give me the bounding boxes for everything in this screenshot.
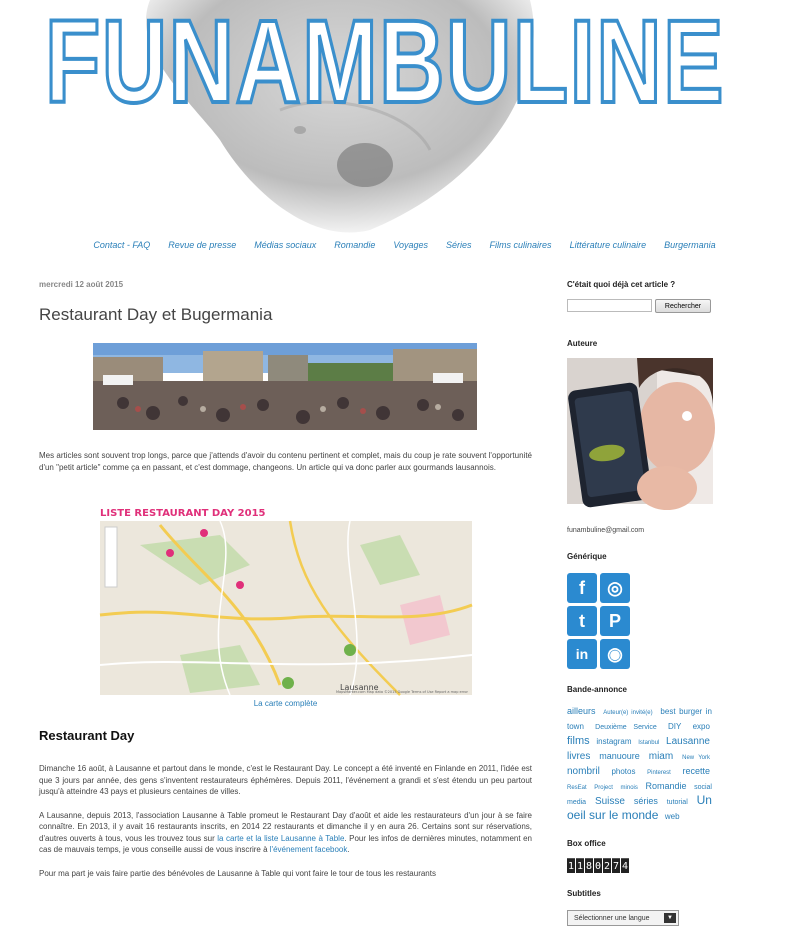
map-heading: LISTE RESTAURANT DAY 2015 [100,508,266,519]
chevron-down-icon: ▼ [664,913,676,923]
tag-link[interactable]: films [567,735,590,747]
nav-item-6[interactable]: Films culinaires [489,240,552,250]
counter-digit: 0 [594,858,602,873]
tag-link[interactable]: Deuxième Service [595,724,657,731]
twitter-icon[interactable]: t [567,606,597,636]
section-title: Restaurant Day [39,728,135,743]
tag-link[interactable]: Project [594,785,613,791]
post-paragraph-3 [39,810,532,856]
tag-link[interactable]: miam [648,751,674,762]
site-header [0,0,809,238]
tag-link[interactable]: DIY [668,722,682,731]
nav-item-7[interactable]: Littérature culinaire [569,240,647,250]
tag-link[interactable]: nombril [567,766,600,777]
counter-digit: 4 [621,858,629,873]
site-title-text: FUNAMBULINE [45,0,725,128]
tag-link[interactable]: recette [682,766,710,776]
counter-widget-title: Box office [567,839,606,848]
main-nav [0,240,809,260]
counter-digit: 7 [612,858,620,873]
tag-link[interactable]: best burger in town [567,707,712,731]
map-caption-link[interactable]: La carte complète [253,699,318,708]
tag-link[interactable]: tutorial [666,799,688,806]
linkedin-icon[interactable]: in [567,639,597,669]
tag-link[interactable]: Istanbul [638,740,660,746]
nav-item-4[interactable]: Voyages [393,240,429,250]
counter-digit: 1 [567,858,575,873]
post-title[interactable]: Restaurant Day et Bugermania [39,305,273,324]
tag-link[interactable]: social media [567,784,712,806]
nav-item-2[interactable]: Médias sociaux [254,240,317,250]
counter-digit: 2 [603,858,611,873]
tag-link[interactable]: ResEat [567,785,587,791]
para3-text-b: . Pour les infos de dernières minutes, notamment en cas de mauvais temps, je vous conseille aussi de vous inscrire à [39,833,532,854]
site-title-logo[interactable] [40,0,730,128]
post-date: mercredi 12 août 2015 [39,280,124,289]
facebook-event-link[interactable]: l'événement facebook [269,845,348,854]
pinterest-icon[interactable]: P [600,606,630,636]
rss-icon[interactable]: ◉ [600,639,630,669]
social-widget-title: Générique [567,552,607,561]
tag-link[interactable]: Auteur(e) invité(e) [603,710,653,716]
search-input[interactable] [567,299,652,312]
tag-link[interactable]: Suisse [594,796,625,807]
tag-link[interactable]: ailleurs [567,706,596,716]
language-widget-title: Subtitles [567,889,601,898]
restaurant-map[interactable] [100,505,472,695]
nav-item-0[interactable]: Contact - FAQ [93,240,151,250]
author-widget-title: Auteure [567,339,598,348]
nav-item-5[interactable]: Séries [446,240,472,250]
tags-widget-title: Bande-annonce [567,685,628,694]
para3-text-a: A Lausanne, depuis 2013, l'association Lausanne à Table promeut le Restaurant Day d'août et aide les restaurateurs d'un jour à se faire connaître. En 2013, il y avait 16 restaurants inscrits, en 2014 22 restaurants et dimanche il y en aura 26. Certains sont sur réservations, d'autres ouverts à tous, vous les trouvez tous sur [39,810,532,843]
map-attribution: MapsMarker.com Map data ©2015 Google Terms of Use Report a map error [335,690,468,694]
language-select-value: Sélectionner une langue [574,914,650,922]
tag-link[interactable]: manuoure [599,751,640,761]
map-cluster-marker[interactable] [344,644,356,656]
social-icons [567,573,717,669]
tag-link[interactable]: séries [633,796,658,806]
restaurant-list-link[interactable]: la carte et la liste Lausanne à Table [217,833,345,843]
facebook-icon[interactable]: f [567,573,597,603]
tag-link[interactable]: Lausanne [666,736,710,747]
map-image[interactable] [100,505,472,695]
tag-link[interactable]: instagram [596,737,632,746]
tag-link[interactable]: expo [692,722,710,731]
post-paragraph-2: Dimanche 16 août, à Lausanne et partout dans le monde, c'est le Restaurant Day. Le concept a été inventé en Finlande en 2011, l'idée est que 3 jours par année, des gens s'inventent restaurateurs éphémères. Depuis 2011, l'événement a grandi et s'est étendu un peu partout jusqu'à atteindre 43 pays et plusieurs centaines de villes. [39,764,532,796]
tag-link[interactable]: photos [611,767,636,776]
map-label-city: Lausanne [340,683,379,692]
tag-link[interactable]: Un oeil sur le monde [567,793,712,822]
counter-digit: 8 [585,858,593,873]
para3-text-c: . [347,845,350,854]
tag-link[interactable]: minois [620,785,638,791]
author-email[interactable]: funambuline@gmail.com [567,527,645,534]
nav-item-1[interactable]: Revue de presse [168,240,237,250]
post-paragraph-4: Pour ma part je vais faire partie des bénévoles de Lausanne à Table qui vont faire le tour de tous les restaurants [39,868,436,878]
nav-item-8[interactable]: Burgermania [664,240,716,250]
counter-digit: 1 [576,858,584,873]
visit-counter [567,858,717,873]
main-column [39,278,532,879]
search-button[interactable]: Rechercher [655,299,711,313]
post-intro-text: Mes articles sont souvent trop longs, parce que j'attends d'avoir du contenu pertinent et complet, mais du coup je rate souvent l'opportunité d'un "petit article" comme ça en passant, et c'est dommage, changeons. Un article qui va donc parler aux gourmands lausannois. [39,451,532,472]
sidebar [567,280,717,926]
tag-link[interactable]: Romandie [645,781,687,791]
nav-item-3[interactable]: Romandie [334,240,376,250]
author-photo [567,358,713,504]
tag-link[interactable]: Pinterest [647,770,671,776]
tag-cloud [567,704,712,823]
search-form [567,299,717,313]
language-select[interactable] [567,910,679,926]
search-widget-title: C'était quoi déjà cet article ? [567,280,676,289]
tag-link[interactable]: livres [567,751,591,762]
instagram-icon[interactable]: ◎ [600,573,630,603]
tag-link[interactable]: New York [682,755,710,761]
tag-link[interactable]: web [664,812,680,821]
crowd-panorama-photo[interactable] [93,343,477,430]
map-cluster-marker-2[interactable] [282,677,294,689]
